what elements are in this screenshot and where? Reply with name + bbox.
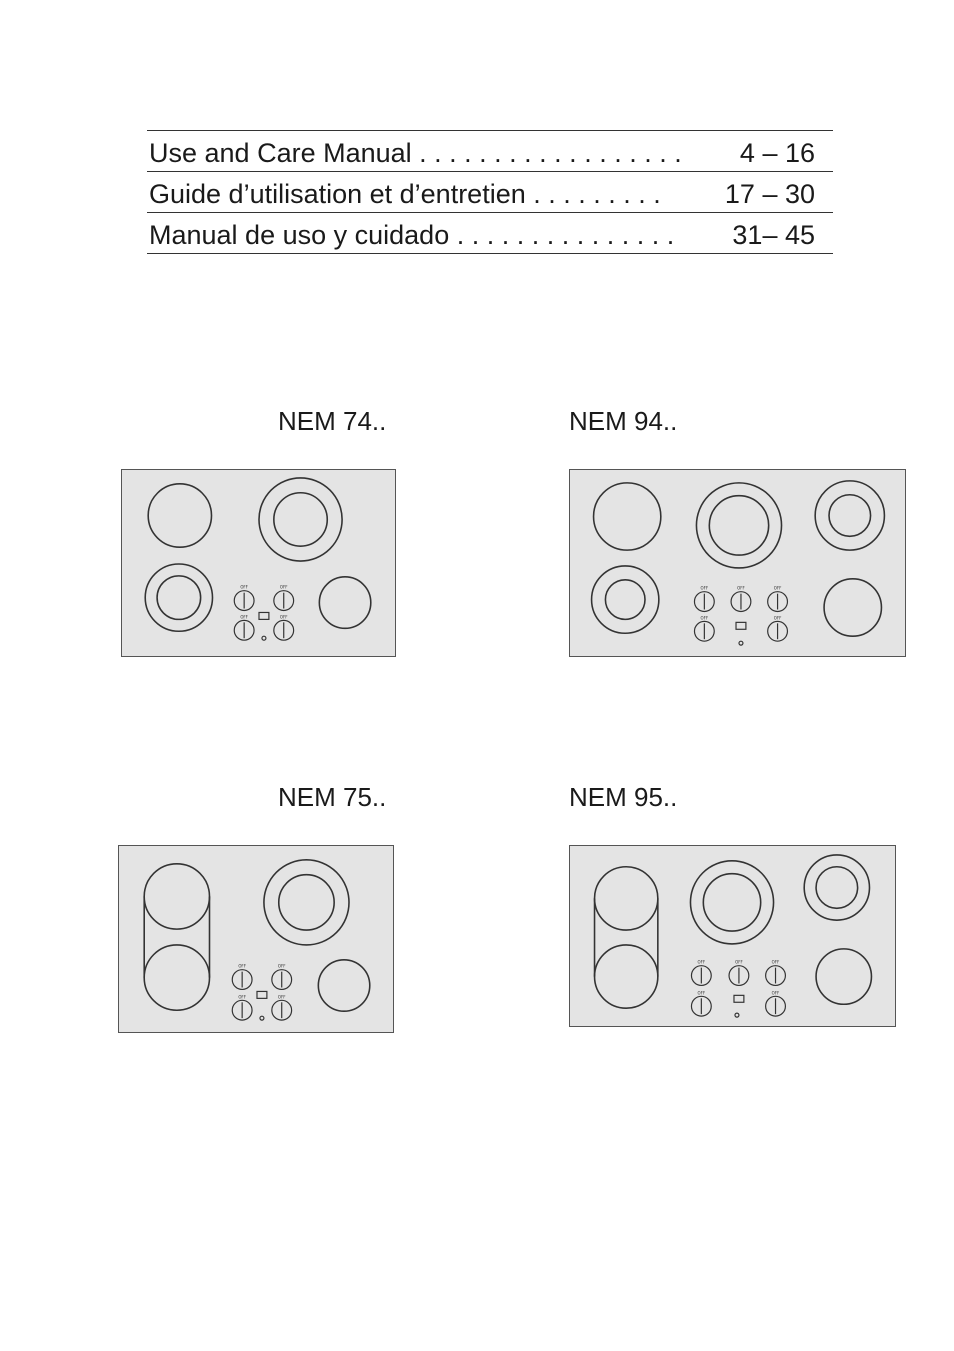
toc-title: Use and Care Manual . . . . . . . . . . . . . . . . . . [149,138,682,168]
burner-center-rear-inner [279,875,334,930]
knob-off-label: OFF [240,584,248,590]
cooktop-nem94-illustration [569,469,906,657]
toc-title: Manual de uso y cuidado . . . . . . . . . . . . . . . [149,220,675,250]
burner-bridge-rear [144,864,209,929]
table-of-contents [147,130,833,254]
burner-bridge-front [595,945,658,1008]
burner-left-rear [594,483,661,550]
burner-left-rear [148,484,211,547]
knob-off-label: OFF [277,963,286,969]
model-label-nem75: NEM 75.. [278,782,387,812]
knob-off-label: OFF [771,990,780,996]
knob-off-label: OFF [735,959,743,965]
burner-center-rear-inner [274,493,327,546]
knob-off-label: OFF [240,614,248,620]
cooktop-diagram [570,470,905,656]
control-knobs [232,964,291,1020]
burner-center-rear-inner [703,874,760,931]
burner-left-front-outer [592,566,659,633]
knob-off-label: OFF [700,585,709,591]
light-icon [735,1013,739,1017]
burner-left-front-outer [145,564,212,631]
burner-right-front [816,949,871,1004]
cooktop-nem75-illustration [118,845,394,1033]
cooktop-nem74-illustration [121,469,396,657]
cooktop-nem95-illustration [569,845,896,1027]
knob-off-label: OFF [238,963,246,969]
burner-left-front-inner [605,580,645,620]
knob-off-label: OFF [771,959,780,965]
knob-off-label: OFF [773,585,782,591]
indicator-icon [736,622,746,629]
light-icon [262,636,266,640]
cooktop-diagram [122,470,395,656]
knob-off-label: OFF [697,959,706,965]
model-label-nem74: NEM 74.. [278,406,387,436]
cooktop-diagram [119,846,393,1032]
knob-off-label: OFF [277,994,286,1000]
burner-bridge-front [144,945,209,1010]
burner-center-rear-outer [264,860,349,945]
toc-pages: 31– 45 [732,220,815,250]
burner-bridge-rear [595,867,658,930]
model-label-nem95: NEM 95.. [569,782,678,812]
control-knobs [694,586,787,645]
burner-right-rear-outer [815,481,884,550]
control-knobs [234,585,293,640]
toc-title: Guide d’utilisation et d’entretien . . . . . . . . . [149,179,661,209]
toc-row-french[interactable] [147,171,833,212]
burner-right-front [318,960,369,1011]
model-label-nem94: NEM 94.. [569,406,678,436]
burner-center-rear-outer [259,478,342,561]
knob-off-label: OFF [737,585,745,591]
burner-center-rear-inner [709,496,768,555]
knob-off-label: OFF [773,615,782,621]
knob-off-label: OFF [238,994,246,1000]
knob-off-label: OFF [697,990,706,996]
toc-row-spanish[interactable] [147,212,833,254]
burner-right-front [824,579,881,636]
indicator-icon [734,995,744,1002]
burner-right-front [319,577,370,628]
burner-right-rear-inner [829,495,871,537]
cooktop-diagram [570,846,895,1026]
burner-right-rear-inner [816,867,858,909]
light-icon [260,1016,264,1020]
knob-off-label: OFF [279,614,288,620]
knob-off-label: OFF [279,584,288,590]
indicator-icon [259,612,269,619]
knob-off-label: OFF [700,615,709,621]
indicator-icon [257,991,267,998]
toc-pages: 4 – 16 [739,138,815,168]
burner-right-rear-outer [804,855,869,920]
toc-row-english[interactable] [147,130,833,171]
burner-left-front-inner [157,576,201,620]
light-icon [739,641,743,645]
toc-pages: 17 – 30 [724,179,815,209]
control-knobs [691,960,785,1017]
